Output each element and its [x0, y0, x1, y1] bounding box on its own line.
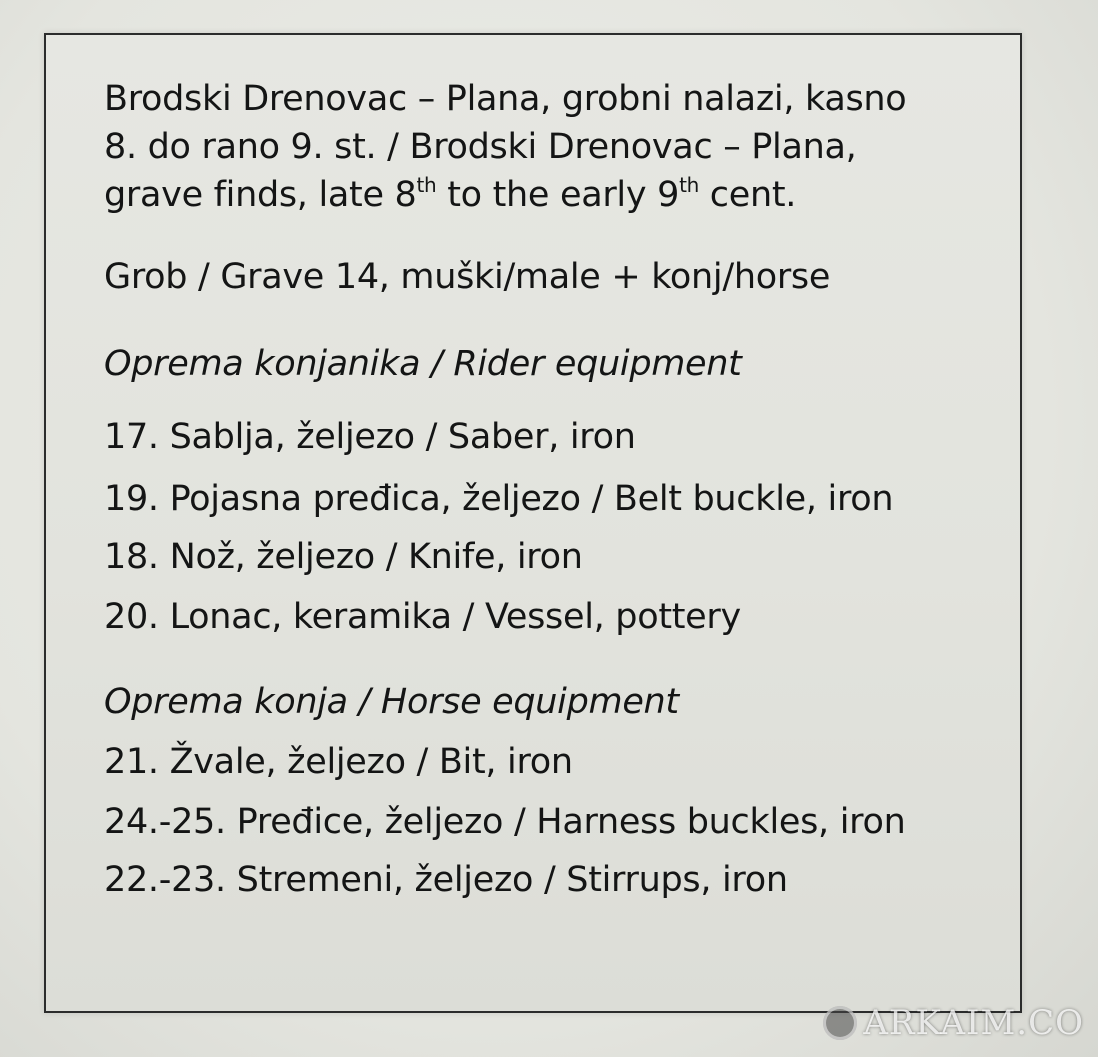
item-line: 22.-23. Stremeni, željezo / Stirrups, iron	[104, 860, 788, 900]
item-line: 17. Sablja, željezo / Saber, iron	[104, 417, 636, 457]
title-line-3-part-c: cent.	[698, 175, 797, 215]
item-line: 20. Lonac, keramika / Vessel, pottery	[104, 597, 741, 637]
title-line-2: 8. do rano 9. st. / Brodski Drenovac – Plana,	[104, 127, 857, 167]
museum-label-card	[44, 33, 1022, 1013]
title-line-3-part-b: to the early 9	[436, 175, 680, 215]
item-line: 18. Nož, željezo / Knife, iron	[104, 537, 583, 577]
ordinal-suffix: th	[416, 173, 437, 197]
ordinal-suffix: th	[679, 173, 699, 197]
item-line: 24.-25. Pređice, željezo / Harness buckles, iron	[104, 802, 906, 842]
watermark-text: ARKAIM.CO	[863, 1003, 1084, 1043]
watermark	[823, 1003, 1084, 1043]
rider-equipment-heading: Oprema konjanika / Rider equipment	[104, 344, 742, 384]
title-line-3-part-a: grave finds, late 8	[104, 175, 417, 215]
item-line: 21. Žvale, željezo / Bit, iron	[104, 742, 573, 782]
horse-equipment-heading: Oprema konja / Horse equipment	[104, 682, 679, 722]
grave-line: Grob / Grave 14, muški/male + konj/horse	[104, 257, 831, 297]
title-line-3	[104, 173, 796, 217]
circle-logo-icon	[823, 1006, 857, 1040]
item-line: 19. Pojasna pređica, željezo / Belt buckle, iron	[104, 479, 894, 519]
title-line-1: Brodski Drenovac – Plana, grobni nalazi, kasno	[104, 79, 907, 119]
